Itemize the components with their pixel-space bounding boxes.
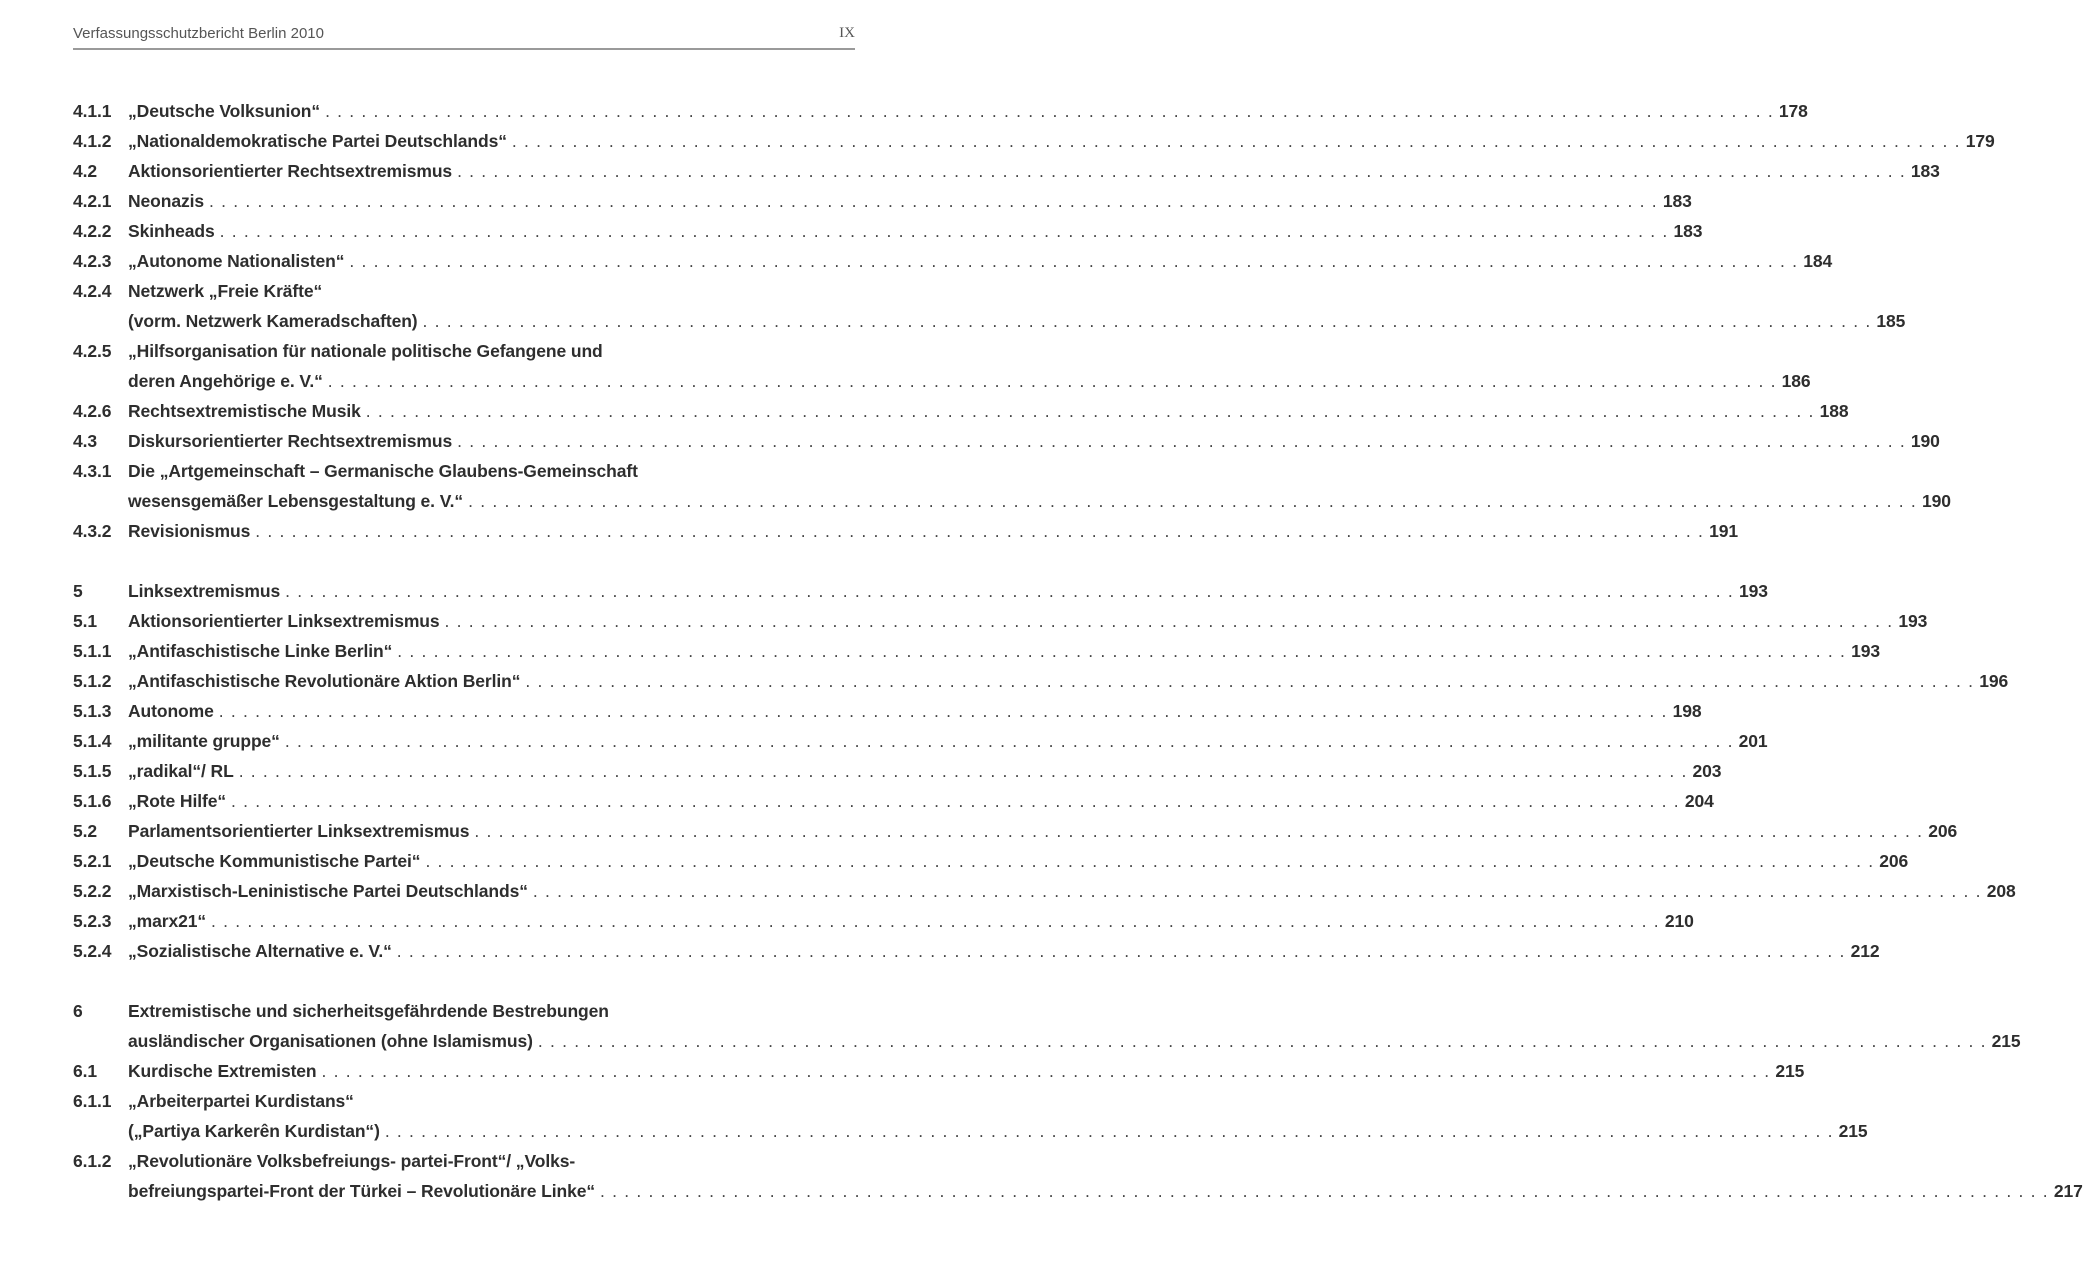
entry-title-text: „militante gruppe“ (128, 731, 280, 751)
entry-title-text: „marx21“ (128, 911, 207, 931)
toc-entry[interactable] (73, 216, 1703, 246)
entry-title (128, 996, 2021, 1056)
entry-title (128, 756, 1722, 786)
leader-dots: . . . . . . . . . . . . . . . . . . . . . . . . . . . . . . . . . . . . . . . . . . . . . . . . . . . . . . . . . . . . . . . . . . . . . . . . . . . . . . . . . . . . . . . . . . . . . . . . . . . . . . . . . . . . . . . . . . . . . . . . (474, 821, 1924, 841)
entry-page-number: 193 (1738, 581, 1768, 601)
entry-title-line (128, 186, 1692, 216)
entry-number: 6 (73, 1001, 83, 1021)
entry-title (128, 276, 1906, 336)
leader-dots: . . . . . . . . . . . . . . . . . . . . . . . . . . . . . . . . . . . . . . . . . . . . . . . . . . . . . . . . . . . . . . . . . . . . . . . . . . . . . . . . . . . . . . . . . . . . . . . . . . . . . . . . . . . . . . . . . . . . . . . . (321, 1061, 1771, 1081)
entry-title-line (128, 936, 1880, 966)
entry-title-text: befreiungspartei-Front der Türkei – Revolutionäre Linke“ (128, 1181, 595, 1201)
entry-title-line (128, 906, 1694, 936)
entry-title-text: Netzwerk „Freie Kräfte“ (128, 281, 323, 301)
entry-title-text: „Rote Hilfe“ (128, 791, 226, 811)
toc-entry[interactable] (73, 1086, 1868, 1146)
entry-title-text: „Arbeiterpartei Kurdistans“ (128, 1091, 354, 1111)
entry-title (128, 96, 1808, 126)
entry-title-text: Parlamentsorientierter Linksextremismus (128, 821, 470, 841)
entry-number: 6.1.1 (73, 1091, 112, 1111)
entry-title-text: Linksextremismus (128, 581, 281, 601)
leader-dots: . . . . . . . . . . . . . . . . . . . . . . . . . . . . . . . . . . . . . . . . . . . . . . . . . . . . . . . . . . . . . . . . . . . . . . . . . . . . . . . . . . . . . . . . . . . . . . . . . . . . . . . . . . . . . . . . . . . . . . . . (327, 371, 1777, 391)
leader-dots: . . . . . . . . . . . . . . . . . . . . . . . . . . . . . . . . . . . . . . . . . . . . . . . . . . . . . . . . . . . . . . . . . . . . . . . . . . . . . . . . . . . . . . . . . . . . . . . . . . . . . . . . . . . . . . . . . . . . . . . . (600, 1181, 2049, 1201)
toc-entry[interactable] (73, 516, 1738, 546)
entry-title (128, 816, 1958, 846)
entry-title (128, 576, 1768, 606)
entry-page-number: 179 (1965, 131, 1995, 151)
toc-entry[interactable] (73, 816, 1958, 846)
leader-dots: . . . . . . . . . . . . . . . . . . . . . . . . . . . . . . . . . . . . . . . . . . . . . . . . . . . . . . . . . . . . . . . . . . . . . . . . . . . . . . . . . . . . . . . . . . . . . . . . . . . . . . . . . . . . . . . . . . . . . . . . (255, 521, 1705, 541)
entry-title-line (128, 246, 1833, 276)
entry-number: 4.2.1 (73, 191, 112, 211)
entry-number: 4.3 (73, 431, 98, 451)
entry-title-text: „Nationaldemokratische Partei Deutschlands“ (128, 131, 507, 151)
entry-title (128, 786, 1714, 816)
toc-entry[interactable] (73, 126, 1995, 156)
entry-title-line (128, 156, 1940, 186)
running-header (73, 22, 855, 50)
entry-title-line (128, 666, 2009, 696)
entry-title-text: „Antifaschistische Revolutionäre Aktion Berlin“ (128, 671, 521, 691)
entry-title-line (128, 1176, 2083, 1206)
entry-title-line (128, 876, 2016, 906)
entry-page-number: 210 (1664, 911, 1694, 931)
entry-number: 5.1.4 (73, 731, 112, 751)
entry-number: 4.1.1 (73, 101, 112, 121)
entry-title (128, 516, 1738, 546)
entry-title-text: Die „Artgemeinschaft – Germanische Glaubens-Gemeinschaft (128, 461, 638, 481)
entry-title-text: „Sozialistische Alternative e. V.“ (128, 941, 392, 961)
leader-dots: . . . . . . . . . . . . . . . . . . . . . . . . . . . . . . . . . . . . . . . . . . . . . . . . . . . . . . . . . . . . . . . . . . . . . . . . . . . . . . . . . . . . . . . . . . . . . . . . . . . . . . . . . . . . . . . . . . . . . . . . (532, 881, 1982, 901)
leader-dots: . . . . . . . . . . . . . . . . . . . . . . . . . . . . . . . . . . . . . . . . . . . . . . . . . . . . . . . . . . . . . . . . . . . . . . . . . . . . . . . . . . . . . . . . . . . . . . . . . . . . . . . . . . . . . . . . . . . . . . . . (211, 911, 1660, 931)
entry-title-line (128, 786, 1714, 816)
entry-title-text: Kurdische Extremisten (128, 1061, 317, 1081)
toc-entry[interactable] (73, 426, 1940, 456)
entry-number: 5.2 (73, 821, 98, 841)
leader-dots: . . . . . . . . . . . . . . . . . . . . . . . . . . . . . . . . . . . . . . . . . . . . . . . . . . . . . . . . . . . . . . . . . . . . . . . . . . . . . . . . . . . . . . . . . . . . . . . . . . . . . . . . . . . . . . . . . . . . . . . . (284, 731, 1734, 751)
toc-entry[interactable] (73, 636, 1880, 666)
leader-dots: . . . . . . . . . . . . . . . . . . . . . . . . . . . . . . . . . . . . . . . . . . . . . . . . . . . . . . . . . . . . . . . . . . . . . . . . . . . . . . . . . . . . . . . . . . . . . . . . . . . . . . . . . . . . . . . . . . . . . . . . (537, 1031, 1987, 1051)
entry-title-text: deren Angehörige e. V.“ (128, 371, 323, 391)
entry-title-line (128, 126, 1995, 156)
entry-number: 4.3.2 (73, 521, 112, 541)
entry-title-line (128, 756, 1722, 786)
entry-title (128, 126, 1995, 156)
entry-page-number: 215 (1991, 1031, 2021, 1051)
entry-title (128, 246, 1833, 276)
page-number: IX (839, 25, 855, 41)
entry-number: 5.1 (73, 611, 98, 631)
entry-page-number: 184 (1803, 251, 1833, 271)
entry-title (128, 336, 1811, 396)
entry-page-number: 204 (1684, 791, 1714, 811)
toc-entry[interactable] (73, 696, 1702, 726)
entry-title-line (128, 516, 1738, 546)
toc-entry[interactable] (73, 576, 1768, 606)
leader-dots: . . . . . . . . . . . . . . . . . . . . . . . . . . . . . . . . . . . . . . . . . . . . . . . . . . . . . . . . . . . . . . . . . . . . . . . . . . . . . . . . . . . . . . . . . . . . . . . . . . . . . . . . . . . . . . . . . . . . . . . . (209, 191, 1658, 211)
entry-title-text: Neonazis (128, 191, 205, 211)
leader-dots: . . . . . . . . . . . . . . . . . . . . . . . . . . . . . . . . . . . . . . . . . . . . . . . . . . . . . . . . . . . . . . . . . . . . . . . . . . . . . . . . . . . . . . . . . . . . . . . . . . . . . . . . . . . . . . . . . . . . . . . . (218, 701, 1668, 721)
toc-section (73, 96, 1995, 546)
entry-title (128, 936, 1880, 966)
entry-title-text: (vorm. Netzwerk Kameradschaften) (128, 311, 418, 331)
entry-title-line (128, 96, 1808, 126)
leader-dots: . . . . . . . . . . . . . . . . . . . . . . . . . . . . . . . . . . . . . . . . . . . . . . . . . . . . . . . . . . . . . . . . . . . . . . . . . . . . . . . . . . . . . . . . . . . . . . . . . . . . . . . . . . . . . . . . . . . . . . . . (397, 641, 1847, 661)
entry-title-text: „Deutsche Volksunion“ (128, 101, 321, 121)
entry-title-line (128, 426, 1940, 456)
entry-title-line (128, 1086, 741, 1116)
toc-entry[interactable] (73, 756, 1722, 786)
entry-title-text: Extremistische und sicherheitsgefährdende Bestrebungen (128, 1001, 609, 1021)
entry-page-number: 190 (1910, 431, 1940, 451)
entry-title-line (128, 846, 1909, 876)
toc-entry[interactable] (73, 846, 1909, 876)
entry-title-text: „Revolutionäre Volksbefreiungs- partei-Front“/ „Volks- (128, 1151, 576, 1171)
entry-number: 5.2.4 (73, 941, 112, 961)
entry-title-line (128, 696, 1702, 726)
entry-number: 6.1.2 (73, 1151, 112, 1171)
entry-title (128, 396, 1849, 426)
toc-entry[interactable] (73, 906, 1694, 936)
entry-title-line (128, 276, 741, 306)
entry-number: 4.3.1 (73, 461, 112, 481)
leader-dots: . . . . . . . . . . . . . . . . . . . . . . . . . . . . . . . . . . . . . . . . . . . . . . . . . . . . . . . . . . . . . . . . . . . . . . . . . . . . . . . . . . . . . . . . . . . . . . . . . . . . . . . . . . . . . . . . . . . . . . . . (425, 851, 1875, 871)
entry-title-line (128, 1146, 741, 1176)
entry-number: 4.2.2 (73, 221, 112, 241)
entry-title-text: Aktionsorientierter Rechtsextremismus (128, 161, 453, 181)
toc-entry[interactable] (73, 96, 1808, 126)
entry-title (128, 1056, 1805, 1086)
entry-number: 4.2.6 (73, 401, 112, 421)
entry-page-number: 190 (1921, 491, 1951, 511)
entry-title-text: Skinheads (128, 221, 215, 241)
entry-page-number: 212 (1850, 941, 1880, 961)
entry-title (128, 606, 1928, 636)
entry-number: 4.2.3 (73, 251, 112, 271)
leader-dots: . . . . . . . . . . . . . . . . . . . . . . . . . . . . . . . . . . . . . . . . . . . . . . . . . . . . . . . . . . . . . . . . . . . . . . . . . . . . . . . . . . . . . . . . . . . . . . . . . . . . . . . . . . . . . . . . . . . . . . . . (444, 611, 1894, 631)
toc-entry[interactable] (73, 786, 1714, 816)
entry-title-line (128, 1026, 2021, 1056)
entry-title-line (128, 216, 1703, 246)
entry-page-number: 183 (1910, 161, 1940, 181)
entry-title-line (128, 486, 1951, 516)
entry-number: 5.1.2 (73, 671, 112, 691)
entry-page-number: 206 (1879, 851, 1909, 871)
leader-dots: . . . . . . . . . . . . . . . . . . . . . . . . . . . . . . . . . . . . . . . . . . . . . . . . . . . . . . . . . . . . . . . . . . . . . . . . . . . . . . . . . . . . . . . . . . . . . . . . . . . . . . . . . . . . . . . . . . . . . . . . (349, 251, 1799, 271)
entry-number: 6.1 (73, 1061, 98, 1081)
entry-page-number: 178 (1778, 101, 1808, 121)
entry-title (128, 636, 1880, 666)
leader-dots: . . . . . . . . . . . . . . . . . . . . . . . . . . . . . . . . . . . . . . . . . . . . . . . . . . . . . . . . . . . . . . . . . . . . . . . . . . . . . . . . . . . . . . . . . . . . . . . . . . . . . . . . . . . . . . . . . . . . . . . . (325, 101, 1774, 121)
entry-title-text: „Antifaschistische Linke Berlin“ (128, 641, 393, 661)
entry-title-text: („Partiya Karkerên Kurdistan“) (128, 1121, 380, 1141)
entry-title (128, 906, 1694, 936)
entry-title-line (128, 726, 1768, 756)
entry-title (128, 1146, 2083, 1206)
entry-number: 5.1.5 (73, 761, 112, 781)
entry-page-number: 206 (1928, 821, 1958, 841)
entry-title (128, 846, 1909, 876)
toc-entry[interactable] (73, 666, 2009, 696)
entry-title-text: wesensgemäßer Lebensgestaltung e. V.“ (128, 491, 464, 511)
toc-entry[interactable] (73, 276, 1906, 336)
entry-page-number: 186 (1781, 371, 1811, 391)
leader-dots: . . . . . . . . . . . . . . . . . . . . . . . . . . . . . . . . . . . . . . . . . . . . . . . . . . . . . . . . . . . . . . . . . . . . . . . . . . . . . . . . . . . . . . . . . . . . . . . . . . . . . . . . . . . . . . . . . . . . . . . . (422, 311, 1872, 331)
toc-entry[interactable] (73, 396, 1849, 426)
entry-title (128, 696, 1702, 726)
entry-title-text: Autonome (128, 701, 214, 721)
entry-title-line (128, 636, 1880, 666)
entry-number: 5 (73, 581, 83, 601)
entry-title-text: „Marxistisch-Leninistische Partei Deutschlands“ (128, 881, 528, 901)
entry-number: 5.1.6 (73, 791, 112, 811)
entry-title-line (128, 576, 1768, 606)
entry-number: 5.2.3 (73, 911, 112, 931)
entry-title-text: Diskursorientierter Rechtsextremismus (128, 431, 453, 451)
entry-page-number: 203 (1692, 761, 1722, 781)
entry-number: 5.2.1 (73, 851, 112, 871)
entry-page-number: 185 (1876, 311, 1906, 331)
entry-title-text: ausländischer Organisationen (ohne Islamismus) (128, 1031, 533, 1051)
entry-title (128, 426, 1940, 456)
entry-page-number: 201 (1738, 731, 1768, 751)
running-header-title: Verfassungsschutzbericht Berlin 2010 (73, 25, 324, 42)
toc-entry[interactable] (73, 336, 1811, 396)
toc-entry[interactable] (73, 246, 1833, 276)
table-of-contents (73, 96, 2083, 1236)
entry-page-number: 188 (1819, 401, 1849, 421)
entry-title (128, 1086, 1868, 1146)
entry-page-number: 183 (1673, 221, 1703, 241)
leader-dots: . . . . . . . . . . . . . . . . . . . . . . . . . . . . . . . . . . . . . . . . . . . . . . . . . . . . . . . . . . . . . . . . . . . . . . . . . . . . . . . . . . . . . . . . . . . . . . . . . . . . . . . . . . . . . . . . . . . . . . . . (230, 791, 1680, 811)
entry-page-number: 193 (1898, 611, 1928, 631)
entry-title-text: Aktionsorientierter Linksextremismus (128, 611, 440, 631)
entry-title-text: Revisionismus (128, 521, 251, 541)
toc-section (73, 576, 2016, 966)
leader-dots: . . . . . . . . . . . . . . . . . . . . . . . . . . . . . . . . . . . . . . . . . . . . . . . . . . . . . . . . . . . . . . . . . . . . . . . . . . . . . . . . . . . . . . . . . . . . . . . . . . . . . . . . . . . . . . . . . . . . . . . . (457, 431, 1906, 451)
leader-dots: . . . . . . . . . . . . . . . . . . . . . . . . . . . . . . . . . . . . . . . . . . . . . . . . . . . . . . . . . . . . . . . . . . . . . . . . . . . . . . . . . . . . . . . . . . . . . . . . . . . . . . . . . . . . . . . . . . . . . . . . (238, 761, 1688, 781)
toc-entry[interactable] (73, 996, 2021, 1056)
entry-title (128, 876, 2016, 906)
toc-entry[interactable] (73, 936, 1880, 966)
leader-dots: . . . . . . . . . . . . . . . . . . . . . . . . . . . . . . . . . . . . . . . . . . . . . . . . . . . . . . . . . . . . . . . . . . . . . . . . . . . . . . . . . . . . . . . . . . . . . . . . . . . . . . . . . . . . . . . . . . . . . . . . (457, 161, 1906, 181)
entry-page-number: 208 (1986, 881, 2016, 901)
entry-number: 4.2 (73, 161, 98, 181)
leader-dots: . . . . . . . . . . . . . . . . . . . . . . . . . . . . . . . . . . . . . . . . . . . . . . . . . . . . . . . . . . . . . . . . . . . . . . . . . . . . . . . . . . . . . . . . . . . . . . . . . . . . . . . . . . . . . . . . . . . . . . . . (525, 671, 1975, 691)
entry-page-number: 191 (1709, 521, 1738, 541)
toc-entry[interactable] (73, 1146, 2083, 1206)
entry-title (128, 156, 1940, 186)
entry-page-number: 183 (1662, 191, 1692, 211)
entry-number: 5.2.2 (73, 881, 112, 901)
entry-page-number: 198 (1672, 701, 1702, 721)
leader-dots: . . . . . . . . . . . . . . . . . . . . . . . . . . . . . . . . . . . . . . . . . . . . . . . . . . . . . . . . . . . . . . . . . . . . . . . . . . . . . . . . . . . . . . . . . . . . . . . . . . . . . . . . . . . . . . . . . . . . . . . . (219, 221, 1669, 241)
entry-number: 5.1.1 (73, 641, 112, 661)
entry-title-line (128, 306, 1906, 336)
entry-title-line (128, 1056, 1805, 1086)
entry-title-text: Rechtsextremistische Musik (128, 401, 361, 421)
entry-title-line (128, 606, 1928, 636)
entry-page-number: 217 (2053, 1181, 2083, 1201)
entry-number: 4.2.4 (73, 281, 112, 301)
entry-title-line (128, 996, 741, 1026)
leader-dots: . . . . . . . . . . . . . . . . . . . . . . . . . . . . . . . . . . . . . . . . . . . . . . . . . . . . . . . . . . . . . . . . . . . . . . . . . . . . . . . . . . . . . . . . . . . . . . . . . . . . . . . . . . . . . . . . . . . . . . . . (285, 581, 1734, 601)
entry-title-text: „Autonome Nationalisten“ (128, 251, 345, 271)
leader-dots: . . . . . . . . . . . . . . . . . . . . . . . . . . . . . . . . . . . . . . . . . . . . . . . . . . . . . . . . . . . . . . . . . . . . . . . . . . . . . . . . . . . . . . . . . . . . . . . . . . . . . . . . . . . . . . . . . . . . . . . . (365, 401, 1815, 421)
entry-title-line (128, 816, 1958, 846)
entry-number: 4.2.5 (73, 341, 112, 361)
entry-number: 5.1.3 (73, 701, 112, 721)
entry-page-number: 215 (1838, 1121, 1868, 1141)
entry-title-line (128, 1116, 1868, 1146)
entry-title (128, 456, 1951, 516)
toc-entry[interactable] (73, 876, 2016, 906)
entry-title (128, 666, 2009, 696)
entry-title (128, 216, 1703, 246)
toc-entry[interactable] (73, 726, 1768, 756)
entry-title-text: „radikal“/ RL (128, 761, 234, 781)
toc-entry[interactable] (73, 1056, 1805, 1086)
entry-title-text: „Hilfsorganisation für nationale politische Gefangene und (128, 341, 603, 361)
toc-entry[interactable] (73, 186, 1692, 216)
toc-entry[interactable] (73, 606, 1928, 636)
leader-dots: . . . . . . . . . . . . . . . . . . . . . . . . . . . . . . . . . . . . . . . . . . . . . . . . . . . . . . . . . . . . . . . . . . . . . . . . . . . . . . . . . . . . . . . . . . . . . . . . . . . . . . . . . . . . . . . . . . . . . . . . (396, 941, 1846, 961)
leader-dots: . . . . . . . . . . . . . . . . . . . . . . . . . . . . . . . . . . . . . . . . . . . . . . . . . . . . . . . . . . . . . . . . . . . . . . . . . . . . . . . . . . . . . . . . . . . . . . . . . . . . . . . . . . . . . . . . . . . . . . . . (511, 131, 1961, 151)
entry-page-number: 196 (1979, 671, 2009, 691)
entry-title-line (128, 456, 741, 486)
entry-title-line (128, 366, 1811, 396)
leader-dots: . . . . . . . . . . . . . . . . . . . . . . . . . . . . . . . . . . . . . . . . . . . . . . . . . . . . . . . . . . . . . . . . . . . . . . . . . . . . . . . . . . . . . . . . . . . . . . . . . . . . . . . . . . . . . . . . . . . . . . . . (384, 1121, 1834, 1141)
entry-number: 4.1.2 (73, 131, 112, 151)
entry-title-line (128, 396, 1849, 426)
toc-entry[interactable] (73, 156, 1940, 186)
entry-title (128, 726, 1768, 756)
entry-title-text: „Deutsche Kommunistische Partei“ (128, 851, 421, 871)
entry-page-number: 193 (1851, 641, 1880, 661)
entry-title-line (128, 336, 741, 366)
entry-title (128, 186, 1692, 216)
entry-page-number: 215 (1775, 1061, 1805, 1081)
leader-dots: . . . . . . . . . . . . . . . . . . . . . . . . . . . . . . . . . . . . . . . . . . . . . . . . . . . . . . . . . . . . . . . . . . . . . . . . . . . . . . . . . . . . . . . . . . . . . . . . . . . . . . . . . . . . . . . . . . . . . . . . (468, 491, 1917, 511)
toc-entry[interactable] (73, 456, 1951, 516)
toc-section (73, 996, 2083, 1206)
